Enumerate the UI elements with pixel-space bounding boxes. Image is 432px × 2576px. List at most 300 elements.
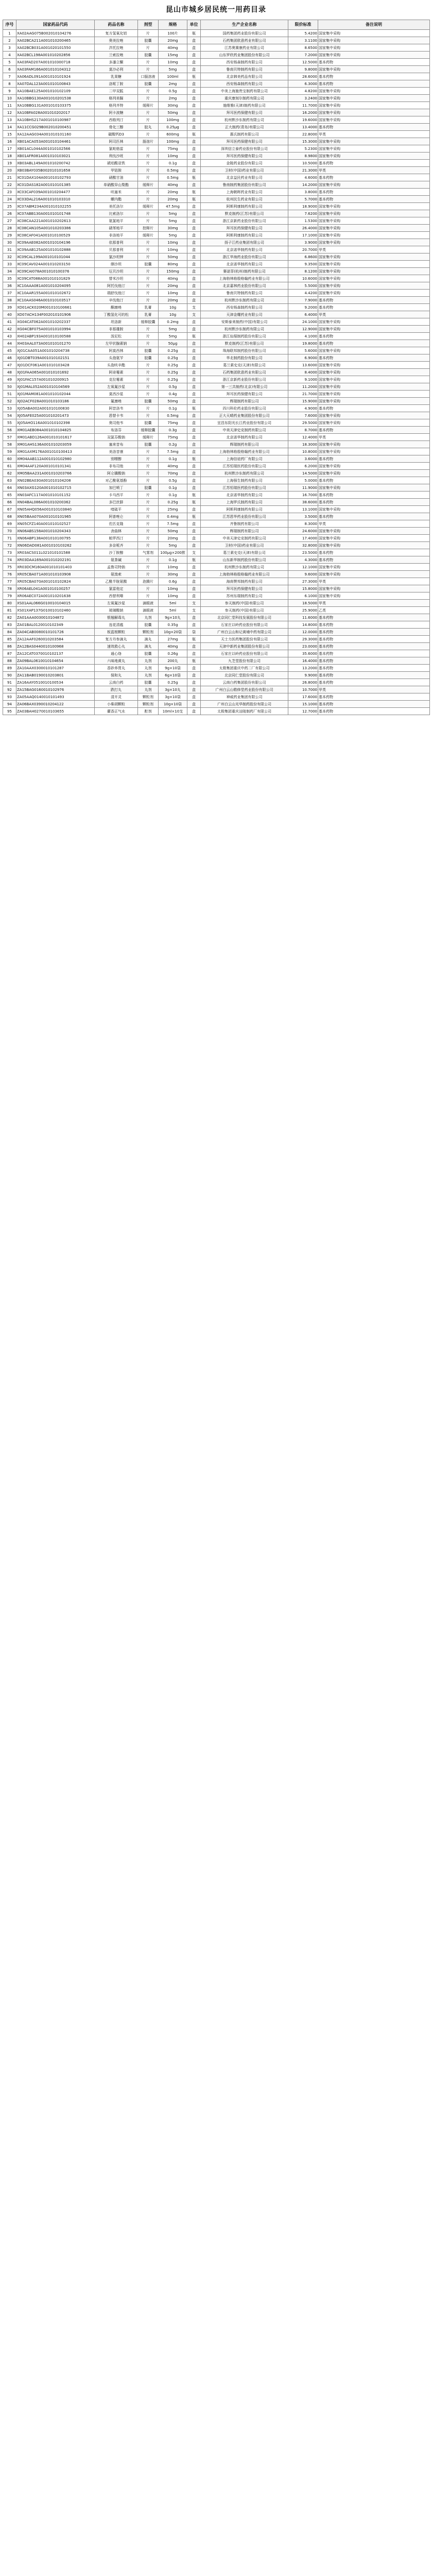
drug-name-cell: 连花清瘟	[95, 621, 138, 629]
drug-name-cell: 氯吡格雷	[95, 145, 138, 152]
table-row	[3, 701, 430, 708]
specification-cell: 5ml	[159, 607, 187, 614]
drug-code-cell: XH03AAL073A001010101270	[16, 340, 95, 347]
package-unit-cell: 盒	[187, 535, 201, 542]
specification-cell: 10mg	[159, 564, 187, 571]
drug-code-cell: XC01DAX104A001010102793	[16, 174, 95, 181]
specification-cell: 9g×10袋	[159, 665, 187, 672]
manufacturer-cell: 卫材(中国)药业有限公司	[201, 167, 288, 174]
package-unit-cell: 盒	[187, 650, 201, 657]
package-unit-cell: 盒	[187, 571, 201, 578]
package-unit-cell: 盒	[187, 290, 201, 297]
drug-code-cell: XN02BEA030A001010104208	[16, 477, 95, 484]
manufacturer-cell: 杭州默沙东制药有限公司	[201, 470, 288, 477]
manufacturer-cell: 阿斯利康制药有限公司	[201, 232, 288, 239]
specification-cell: 7.5mg	[159, 520, 187, 528]
row-number-cell: 68	[3, 513, 16, 520]
drug-name-cell: 通心络	[95, 650, 138, 657]
drug-code-cell: XD07ACH134F002010101906	[16, 311, 95, 318]
table-row	[3, 282, 430, 290]
table-row	[3, 520, 430, 528]
specification-cell: 100mg	[159, 116, 187, 124]
drug-code-cell: XN04BAL086A001010200362	[16, 499, 95, 506]
drug-name-cell: 厄贝沙坦	[95, 268, 138, 275]
remark-cell: 基本药物	[318, 354, 430, 362]
remark-cell: 基本药物	[318, 665, 430, 672]
specification-cell: 10g	[159, 311, 187, 318]
row-number-cell: 9	[3, 88, 16, 95]
package-unit-cell: 盒	[187, 354, 201, 362]
drug-name-cell: 香砂养胃丸	[95, 665, 138, 672]
manufacturer-cell: 江苏恒瑞医药股份有限公司	[201, 463, 288, 470]
drug-name-cell: 别嘌醇	[95, 455, 138, 463]
manufacturer-cell: 惠氏制药有限公司	[201, 131, 288, 138]
package-unit-cell: 支	[187, 311, 201, 318]
package-unit-cell: 盒	[187, 542, 201, 549]
table-row	[3, 564, 430, 571]
dosage-form-cell: 胶囊	[138, 347, 159, 354]
price-limit-cell: 15.3000	[288, 138, 318, 145]
dosage-form-cell: 片	[138, 268, 159, 275]
table-row	[3, 549, 430, 556]
specification-cell: 70mg	[159, 470, 187, 477]
drug-name-cell: 缬沙坦	[95, 261, 138, 268]
drug-code-cell: ZA16AAY0510010100534	[16, 679, 95, 686]
drug-code-cell: XR03DAA169A001010202191	[16, 556, 95, 564]
document-title: 昆山市城乡居民统一用药目录	[166, 6, 266, 14]
drug-name-cell: 左氧氟沙星	[95, 383, 138, 391]
drug-name-cell: 利伐沙班	[95, 152, 138, 160]
remark-cell: 基本药物	[318, 59, 430, 66]
table-row	[3, 391, 430, 398]
row-number-cell: 41	[3, 318, 16, 326]
specification-cell: 40mg	[159, 275, 187, 282]
row-number-cell: 50	[3, 383, 16, 391]
drug-code-cell: XJ01FAC157A001010200915	[16, 376, 95, 383]
dosage-form-cell: 片	[138, 571, 159, 578]
price-limit-cell: 20.7000	[288, 246, 318, 253]
package-unit-cell: 盒	[187, 369, 201, 376]
row-number-cell: 29	[3, 232, 16, 239]
price-limit-cell: 8.9800	[288, 152, 318, 160]
specification-cell: 75mg	[159, 434, 187, 441]
drug-name-cell: 氯雷他定	[95, 585, 138, 592]
manufacturer-cell: 珠海联邦制药股份有限公司	[201, 347, 288, 354]
price-limit-cell: 12.5000	[288, 59, 318, 66]
table-row	[3, 470, 430, 477]
manufacturer-cell: 重庆康刻尔制药有限公司	[201, 95, 288, 102]
price-limit-cell: 12.1000	[288, 564, 318, 571]
manufacturer-cell: 杭州默沙东制药有限公司	[201, 116, 288, 124]
drug-code-cell: XC08CAF041A001010100529	[16, 232, 95, 239]
manufacturer-cell: 云南白药集团股份有限公司	[201, 679, 288, 686]
dosage-form-cell: 片	[138, 246, 159, 253]
table-header-row	[3, 20, 430, 30]
drug-code-cell: XC09CAI078A001010100376	[16, 268, 95, 275]
package-unit-cell: 盒	[187, 95, 201, 102]
row-number-cell: 22	[3, 181, 16, 189]
package-unit-cell: 支	[187, 549, 201, 556]
manufacturer-cell: 安斯泰来制药(中国)有限公司	[201, 318, 288, 326]
price-limit-cell: 3.8000	[288, 189, 318, 196]
table-row	[3, 398, 430, 405]
price-limit-cell: 35.6000	[288, 650, 318, 657]
package-unit-cell: 盒	[187, 362, 201, 369]
specification-cell: 40mg	[159, 463, 187, 470]
row-number-cell: 51	[3, 391, 16, 398]
price-limit-cell: 13.2000	[288, 665, 318, 672]
drug-name-cell: 头孢氨苄	[95, 354, 138, 362]
price-limit-cell: 9.6000	[288, 571, 318, 578]
drug-name-cell: 舍曲林	[95, 528, 138, 535]
row-number-cell: 10	[3, 95, 16, 102]
manufacturer-cell: 上海罗氏制药有限公司	[201, 499, 288, 506]
dosage-form-cell: 片	[138, 520, 159, 528]
manufacturer-cell: 正大制药(青岛)有限公司	[201, 124, 288, 131]
price-limit-cell: 16.7000	[288, 492, 318, 499]
remark-cell: 国家集中采购	[318, 506, 430, 513]
price-limit-cell: 16.2000	[288, 109, 318, 116]
table-row	[3, 268, 430, 275]
dosage-form-cell: 胶囊	[138, 261, 159, 268]
manufacturer-cell: 卫材(中国)药业有限公司	[201, 542, 288, 549]
remark-cell: 甲类	[318, 520, 430, 528]
specification-cell: 0.25g	[159, 354, 187, 362]
manufacturer-cell: 江苏恩华药业股份有限公司	[201, 513, 288, 520]
remark-cell: 国家集中采购	[318, 412, 430, 419]
column-header: 备注说明	[318, 20, 430, 30]
row-number-cell: 76	[3, 571, 16, 578]
package-unit-cell: 支	[187, 304, 201, 311]
dosage-form-cell: 片	[138, 340, 159, 347]
drug-name-cell: 塞来昔布	[95, 441, 138, 448]
row-number-cell: 89	[3, 665, 16, 672]
manufacturer-cell: 扬子江药业集团有限公司	[201, 239, 288, 246]
drug-code-cell: XA03FAD207A001010300718	[16, 59, 95, 66]
price-limit-cell: 11.7000	[288, 102, 318, 109]
specification-cell: 0.5g	[159, 88, 187, 95]
remark-cell: 国家集中采购	[318, 217, 430, 225]
specification-cell: 0.26g	[159, 650, 187, 657]
row-number-cell: 7	[3, 73, 16, 80]
table-row	[3, 253, 430, 261]
table-row	[3, 189, 430, 196]
row-number-cell: 42	[3, 326, 16, 333]
drug-code-cell: XN06ABS158A001010204343	[16, 528, 95, 535]
package-unit-cell: 盒	[187, 484, 201, 492]
remark-cell: 基本药物	[318, 160, 430, 167]
row-number-cell: 21	[3, 174, 16, 181]
price-limit-cell: 9.9000	[288, 672, 318, 679]
package-unit-cell: 盒	[187, 210, 201, 217]
row-number-cell: 60	[3, 455, 16, 463]
specification-cell: 0.5mg	[159, 167, 187, 174]
drug-name-cell: 替米沙坦	[95, 275, 138, 282]
drug-name-cell: 硝酸甘油	[95, 174, 138, 181]
package-unit-cell: 盒	[187, 88, 201, 95]
package-unit-cell: 盒	[187, 253, 201, 261]
table-row	[3, 290, 430, 297]
drug-code-cell: XJ05AHO116A001010102398	[16, 419, 95, 427]
manufacturer-cell: 正大天晴药业集团股份有限公司	[201, 412, 288, 419]
drug-name-cell: 沙丁胺醇	[95, 549, 138, 556]
price-limit-cell: 4.6000	[288, 174, 318, 181]
price-limit-cell: 13.6000	[288, 362, 318, 369]
drug-name-cell: 碳酸钙D3	[95, 131, 138, 138]
remark-cell: 国家集中采购	[318, 470, 430, 477]
price-limit-cell: 5.6000	[288, 347, 318, 354]
row-number-cell: 86	[3, 643, 16, 650]
drug-name-cell: 琥珀酸亚铁	[95, 160, 138, 167]
manufacturer-cell: 天士力医药集团股份有限公司	[201, 636, 288, 643]
drug-code-cell: XM04AAF120A001010101341	[16, 463, 95, 470]
package-unit-cell: 盒	[187, 181, 201, 189]
manufacturer-cell: 鲁南贝特制药有限公司	[201, 66, 288, 73]
row-number-cell: 47	[3, 362, 16, 369]
drug-code-cell: ZA01AAA0030010104872	[16, 614, 95, 621]
dosage-form-cell: 片	[138, 542, 159, 549]
remark-cell: 国家集中采购	[318, 116, 430, 124]
package-unit-cell: 盒	[187, 506, 201, 513]
drug-code-cell: XC09CAL199A001010101044	[16, 253, 95, 261]
manufacturer-cell: 上海勃林格殷格翰药业有限公司	[201, 275, 288, 282]
remark-cell: 国家集中采购	[318, 145, 430, 152]
remark-cell: 国家集中采购	[318, 369, 430, 376]
price-limit-cell: 10.5000	[288, 160, 318, 167]
remark-cell: 国家集中采购	[318, 225, 430, 232]
table-row	[3, 232, 430, 239]
manufacturer-cell: 石药集团欧意药业有限公司	[201, 369, 288, 376]
manufacturer-cell: 四川科伦药业股份有限公司	[201, 405, 288, 412]
table-row	[3, 246, 430, 253]
manufacturer-cell: 中美上海施贵宝制药有限公司	[201, 88, 288, 95]
table-row	[3, 629, 430, 636]
drug-name-cell: 阿司匹林	[95, 138, 138, 145]
manufacturer-cell: 赛诺菲(杭州)制药有限公司	[201, 268, 288, 275]
price-limit-cell: 1.5300	[288, 217, 318, 225]
drug-code-cell: XR03ACS011L021010101588	[16, 549, 95, 556]
drug-code-cell: XN06DAD081A001010103262	[16, 542, 95, 549]
price-limit-cell: 3.5000	[288, 513, 318, 520]
specification-cell: 5mg	[159, 326, 187, 333]
drug-code-cell: ZA10AAX0300010101287	[16, 665, 95, 672]
package-unit-cell: 瓶	[187, 492, 201, 499]
row-number-cell: 54	[3, 412, 16, 419]
table-row	[3, 210, 430, 217]
dosage-form-cell: 丸剂	[138, 686, 159, 693]
table-row	[3, 181, 430, 189]
drug-name-cell: 硝苯地平	[95, 225, 138, 232]
drug-code-cell: XM01AEB084A001010104825	[16, 427, 95, 434]
dosage-form-cell: 胶囊	[138, 650, 159, 657]
package-unit-cell: 瓶	[187, 556, 201, 564]
table-row	[3, 217, 430, 225]
manufacturer-cell: 葛兰素史克(天津)有限公司	[201, 549, 288, 556]
remark-cell: 国家集中采购	[318, 282, 430, 290]
manufacturer-cell: 中美天津史克制药有限公司	[201, 535, 288, 542]
drug-code-cell: XA07DAL123A001010100843	[16, 80, 95, 88]
manufacturer-cell: 杭州默沙东制药有限公司	[201, 326, 288, 333]
package-unit-cell: 盒	[187, 672, 201, 679]
dosage-form-cell: 片	[138, 506, 159, 513]
drug-name-cell: 奥司他韦	[95, 419, 138, 427]
table-row	[3, 347, 430, 354]
manufacturer-cell: 鲁南贝特制药有限公司	[201, 290, 288, 297]
table-row	[3, 369, 430, 376]
price-limit-cell: 27.3000	[288, 578, 318, 585]
drug-name-cell: 加巴喷丁	[95, 484, 138, 492]
package-unit-cell: 盒	[187, 102, 201, 109]
row-number-cell: 62	[3, 470, 16, 477]
specification-cell: 10g	[159, 304, 187, 311]
drug-name-cell: 阿仑膦酸钠	[95, 470, 138, 477]
drug-name-cell: 速效救心丸	[95, 643, 138, 650]
package-unit-cell: 盒	[187, 427, 201, 434]
table-row	[3, 354, 430, 362]
manufacturer-cell: 参天制药(中国)有限公司	[201, 607, 288, 614]
table-row	[3, 52, 430, 59]
specification-cell: 0.5mg	[159, 412, 187, 419]
table-row	[3, 448, 430, 455]
table-row	[3, 138, 430, 145]
package-unit-cell: 瓶	[187, 73, 201, 80]
package-unit-cell: 盒	[187, 116, 201, 124]
drug-name-cell: 复方丹参滴丸	[95, 636, 138, 643]
package-unit-cell: 盒	[187, 448, 201, 455]
manufacturer-cell: 石家庄以岭药业股份有限公司	[201, 650, 288, 657]
table-row	[3, 167, 430, 174]
drug-name-cell: 卡马西平	[95, 492, 138, 499]
dosage-form-cell: 片	[138, 369, 159, 376]
price-limit-cell: 17.1000	[288, 232, 318, 239]
table-row	[3, 405, 430, 412]
dosage-form-cell: 片	[138, 66, 159, 73]
package-unit-cell: 盒	[187, 701, 201, 708]
specification-cell: 6g×10袋	[159, 672, 187, 679]
manufacturer-cell: 中美天津史克制药有限公司	[201, 427, 288, 434]
package-unit-cell: 瓶	[187, 189, 201, 196]
table-row	[3, 362, 430, 369]
dosage-form-cell: 片	[138, 513, 159, 520]
package-unit-cell: 盒	[187, 614, 201, 621]
table-row	[3, 196, 430, 203]
specification-cell: 27mg	[159, 636, 187, 643]
drug-code-cell: ZA15BAG0160010102976	[16, 686, 95, 693]
price-limit-cell: 12.7000	[288, 708, 318, 715]
price-limit-cell: 29.5000	[288, 419, 318, 427]
package-unit-cell: 盒	[187, 383, 201, 391]
manufacturer-cell: 国药集团药业股份有限公司	[201, 30, 288, 37]
remark-cell: 国家集中采购	[318, 268, 430, 275]
dosage-form-cell: 胶囊	[138, 441, 159, 448]
package-unit-cell: 瓶	[187, 333, 201, 340]
drug-name-cell: 跌打丸	[95, 686, 138, 693]
specification-cell: 0.35g	[159, 621, 187, 629]
package-unit-cell: 支	[187, 607, 201, 614]
specification-cell: 5mg	[159, 232, 187, 239]
drug-code-cell: XA12AAG034A001010101160	[16, 131, 95, 138]
package-unit-cell: 瓶	[187, 196, 201, 203]
specification-cell: 2mg	[159, 80, 187, 88]
table-row	[3, 160, 430, 167]
price-limit-cell: 5.0000	[288, 477, 318, 484]
dosage-form-cell: 滴丸	[138, 643, 159, 650]
price-limit-cell: 10.8000	[288, 448, 318, 455]
drug-code-cell: XJ01MAM081A001010102044	[16, 391, 95, 398]
specification-cell: 0.5g	[159, 477, 187, 484]
row-number-cell: 88	[3, 657, 16, 665]
drug-name-cell: 比索洛尔	[95, 210, 138, 217]
remark-cell: 基本药物	[318, 556, 430, 564]
manufacturer-cell: 上海勃林格殷格翰药业有限公司	[201, 571, 288, 578]
dosage-form-cell: 片	[138, 535, 159, 542]
table-row	[3, 492, 430, 499]
price-limit-cell: 11.6000	[288, 614, 318, 621]
specification-cell: 100mg	[159, 138, 187, 145]
drug-name-cell: 喹硫平	[95, 506, 138, 513]
drug-code-cell: XA02BCA211A001010200465	[16, 37, 95, 44]
dosage-form-cell: 胶囊	[138, 419, 159, 427]
dosage-form-cell: 片	[138, 463, 159, 470]
drug-name-cell: 坦洛新	[95, 318, 138, 326]
row-number-cell: 53	[3, 405, 16, 412]
manufacturer-cell: 辉瑞制药有限公司	[201, 398, 288, 405]
drug-code-cell: XA06ADL091A001010101924	[16, 73, 95, 80]
dosage-form-cell: 片	[138, 499, 159, 506]
specification-cell: 50μg	[159, 340, 187, 347]
drug-name-cell: 藿香正气水	[95, 708, 138, 715]
drug-name-cell: 银翘解毒丸	[95, 614, 138, 621]
table-row	[3, 412, 430, 419]
dosage-form-cell: 颗粒剂	[138, 629, 159, 636]
remark-cell: 国家集中采购	[318, 318, 430, 326]
remark-cell: 国家集中采购	[318, 275, 430, 282]
remark-cell: 国家集中采购	[318, 592, 430, 600]
drug-code-cell: XG04CAT062A001010202337	[16, 318, 95, 326]
manufacturer-cell: 北京同仁堂股份有限公司	[201, 672, 288, 679]
dosage-form-cell: 片	[138, 528, 159, 535]
manufacturer-cell: 杭州默沙东制药有限公司	[201, 564, 288, 571]
package-unit-cell: 盒	[187, 391, 201, 398]
manufacturer-cell: 北京诺华制药有限公司	[201, 434, 288, 441]
drug-name-cell: 阿莫西林	[95, 347, 138, 354]
price-limit-cell: 19.8000	[288, 340, 318, 347]
row-number-cell: 44	[3, 340, 16, 347]
dosage-form-cell: 片	[138, 448, 159, 455]
specification-cell: 20mg	[159, 189, 187, 196]
specification-cell: 30mg	[159, 102, 187, 109]
package-unit-cell: 盒	[187, 124, 201, 131]
table-row	[3, 542, 430, 549]
dosage-form-cell: 片	[138, 376, 159, 383]
price-limit-cell: 3.2400	[288, 95, 318, 102]
table-row	[3, 679, 430, 686]
drug-name-cell: 呋塞米	[95, 189, 138, 196]
dosage-form-cell: 片	[138, 564, 159, 571]
package-unit-cell: 盒	[187, 578, 201, 585]
drug-name-cell: 氨氯地平	[95, 217, 138, 225]
drug-code-cell: XJ01CAA051A001010204738	[16, 347, 95, 354]
drug-name-cell: 氨茶碱	[95, 556, 138, 564]
table-row	[3, 239, 430, 246]
specification-cell: 0.2g	[159, 441, 187, 448]
remark-cell: 甲类	[318, 131, 430, 138]
table-row	[3, 693, 430, 701]
table-row	[3, 102, 430, 109]
table-row	[3, 174, 430, 181]
drug-name-cell: 恩替卡韦	[95, 412, 138, 419]
price-limit-cell: 6.4000	[288, 311, 318, 318]
